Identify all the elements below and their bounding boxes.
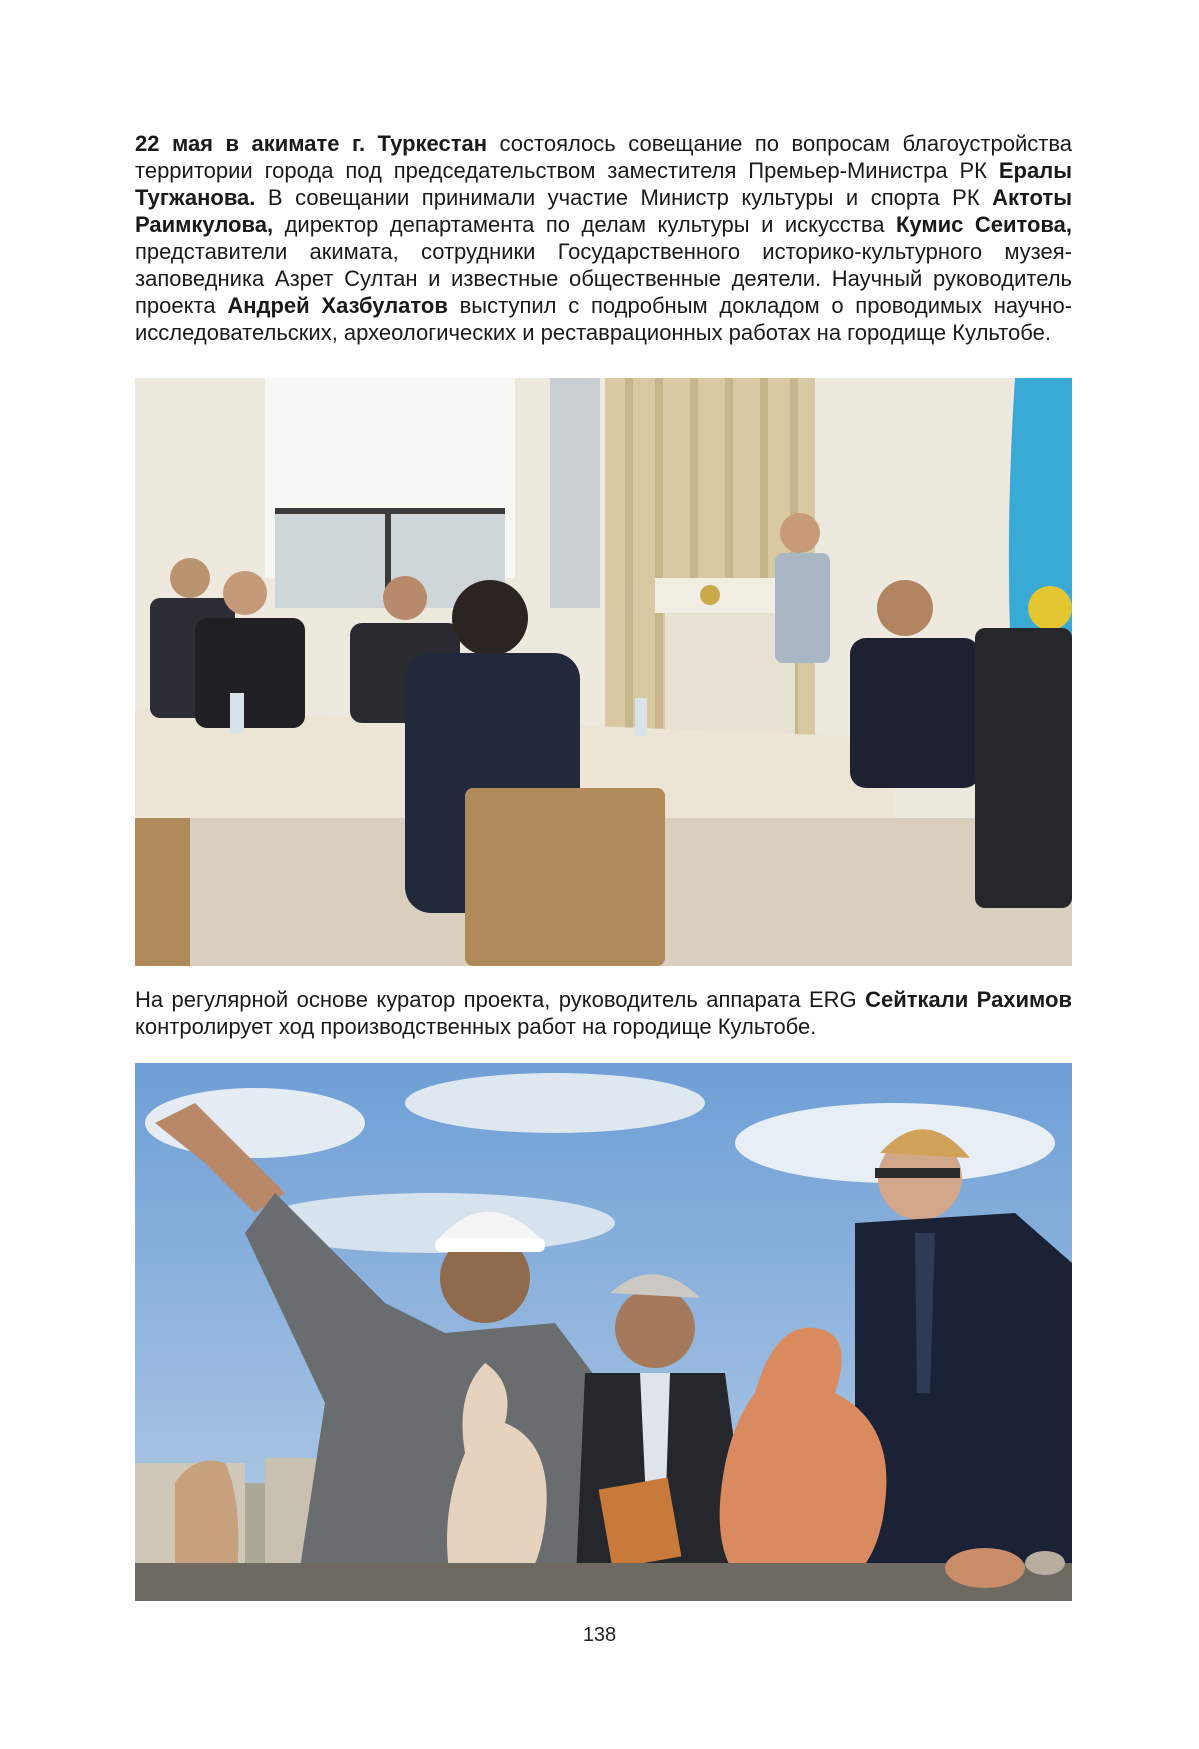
paragraph-text: директор департамента по делам культуры и искусства [273, 212, 896, 237]
paragraph-curator [135, 986, 1072, 1040]
excavation-photo [135, 1063, 1072, 1601]
paragraph-text: выступил с подробным докладом о проводимых научно-исследовательских, археологических и реставрационных работах на городище Культобе. [135, 293, 1073, 345]
paragraph-text: В совещании принимали участие Министр культуры и спорта РК [255, 185, 993, 210]
paragraph-meeting [135, 130, 1072, 346]
paragraph-text: На регулярной основе куратор проекта, руководитель аппарата ERG [135, 987, 866, 1012]
paragraph-text: контролирует ход производственных работ на городище Культобе. [135, 1014, 817, 1039]
bold-text: Кумис Сеитова, [895, 212, 1072, 237]
paragraph-text: состоялось совещание по вопросам благоустройства территории города под председательством заместителя Премьер-Министра РК [135, 131, 1072, 183]
meeting-photo [135, 378, 1072, 966]
paragraph-text: представители акимата, сотрудники Государственного историко-культурного музея-заповедника Азрет Султан и известные общественные деятели. Научный руководитель проекта [135, 239, 1072, 318]
bold-text: Актоты Раимкулова, [135, 185, 1072, 237]
bold-text: 22 мая в акимате г. Туркестан [135, 131, 488, 156]
bold-text: Ералы Тугжанова. [135, 158, 1072, 210]
page-number: 138 [582, 1624, 617, 1646]
bold-text: Андрей Хазбулатов [227, 293, 448, 318]
bold-text: Сейткали Рахимов [865, 987, 1073, 1012]
